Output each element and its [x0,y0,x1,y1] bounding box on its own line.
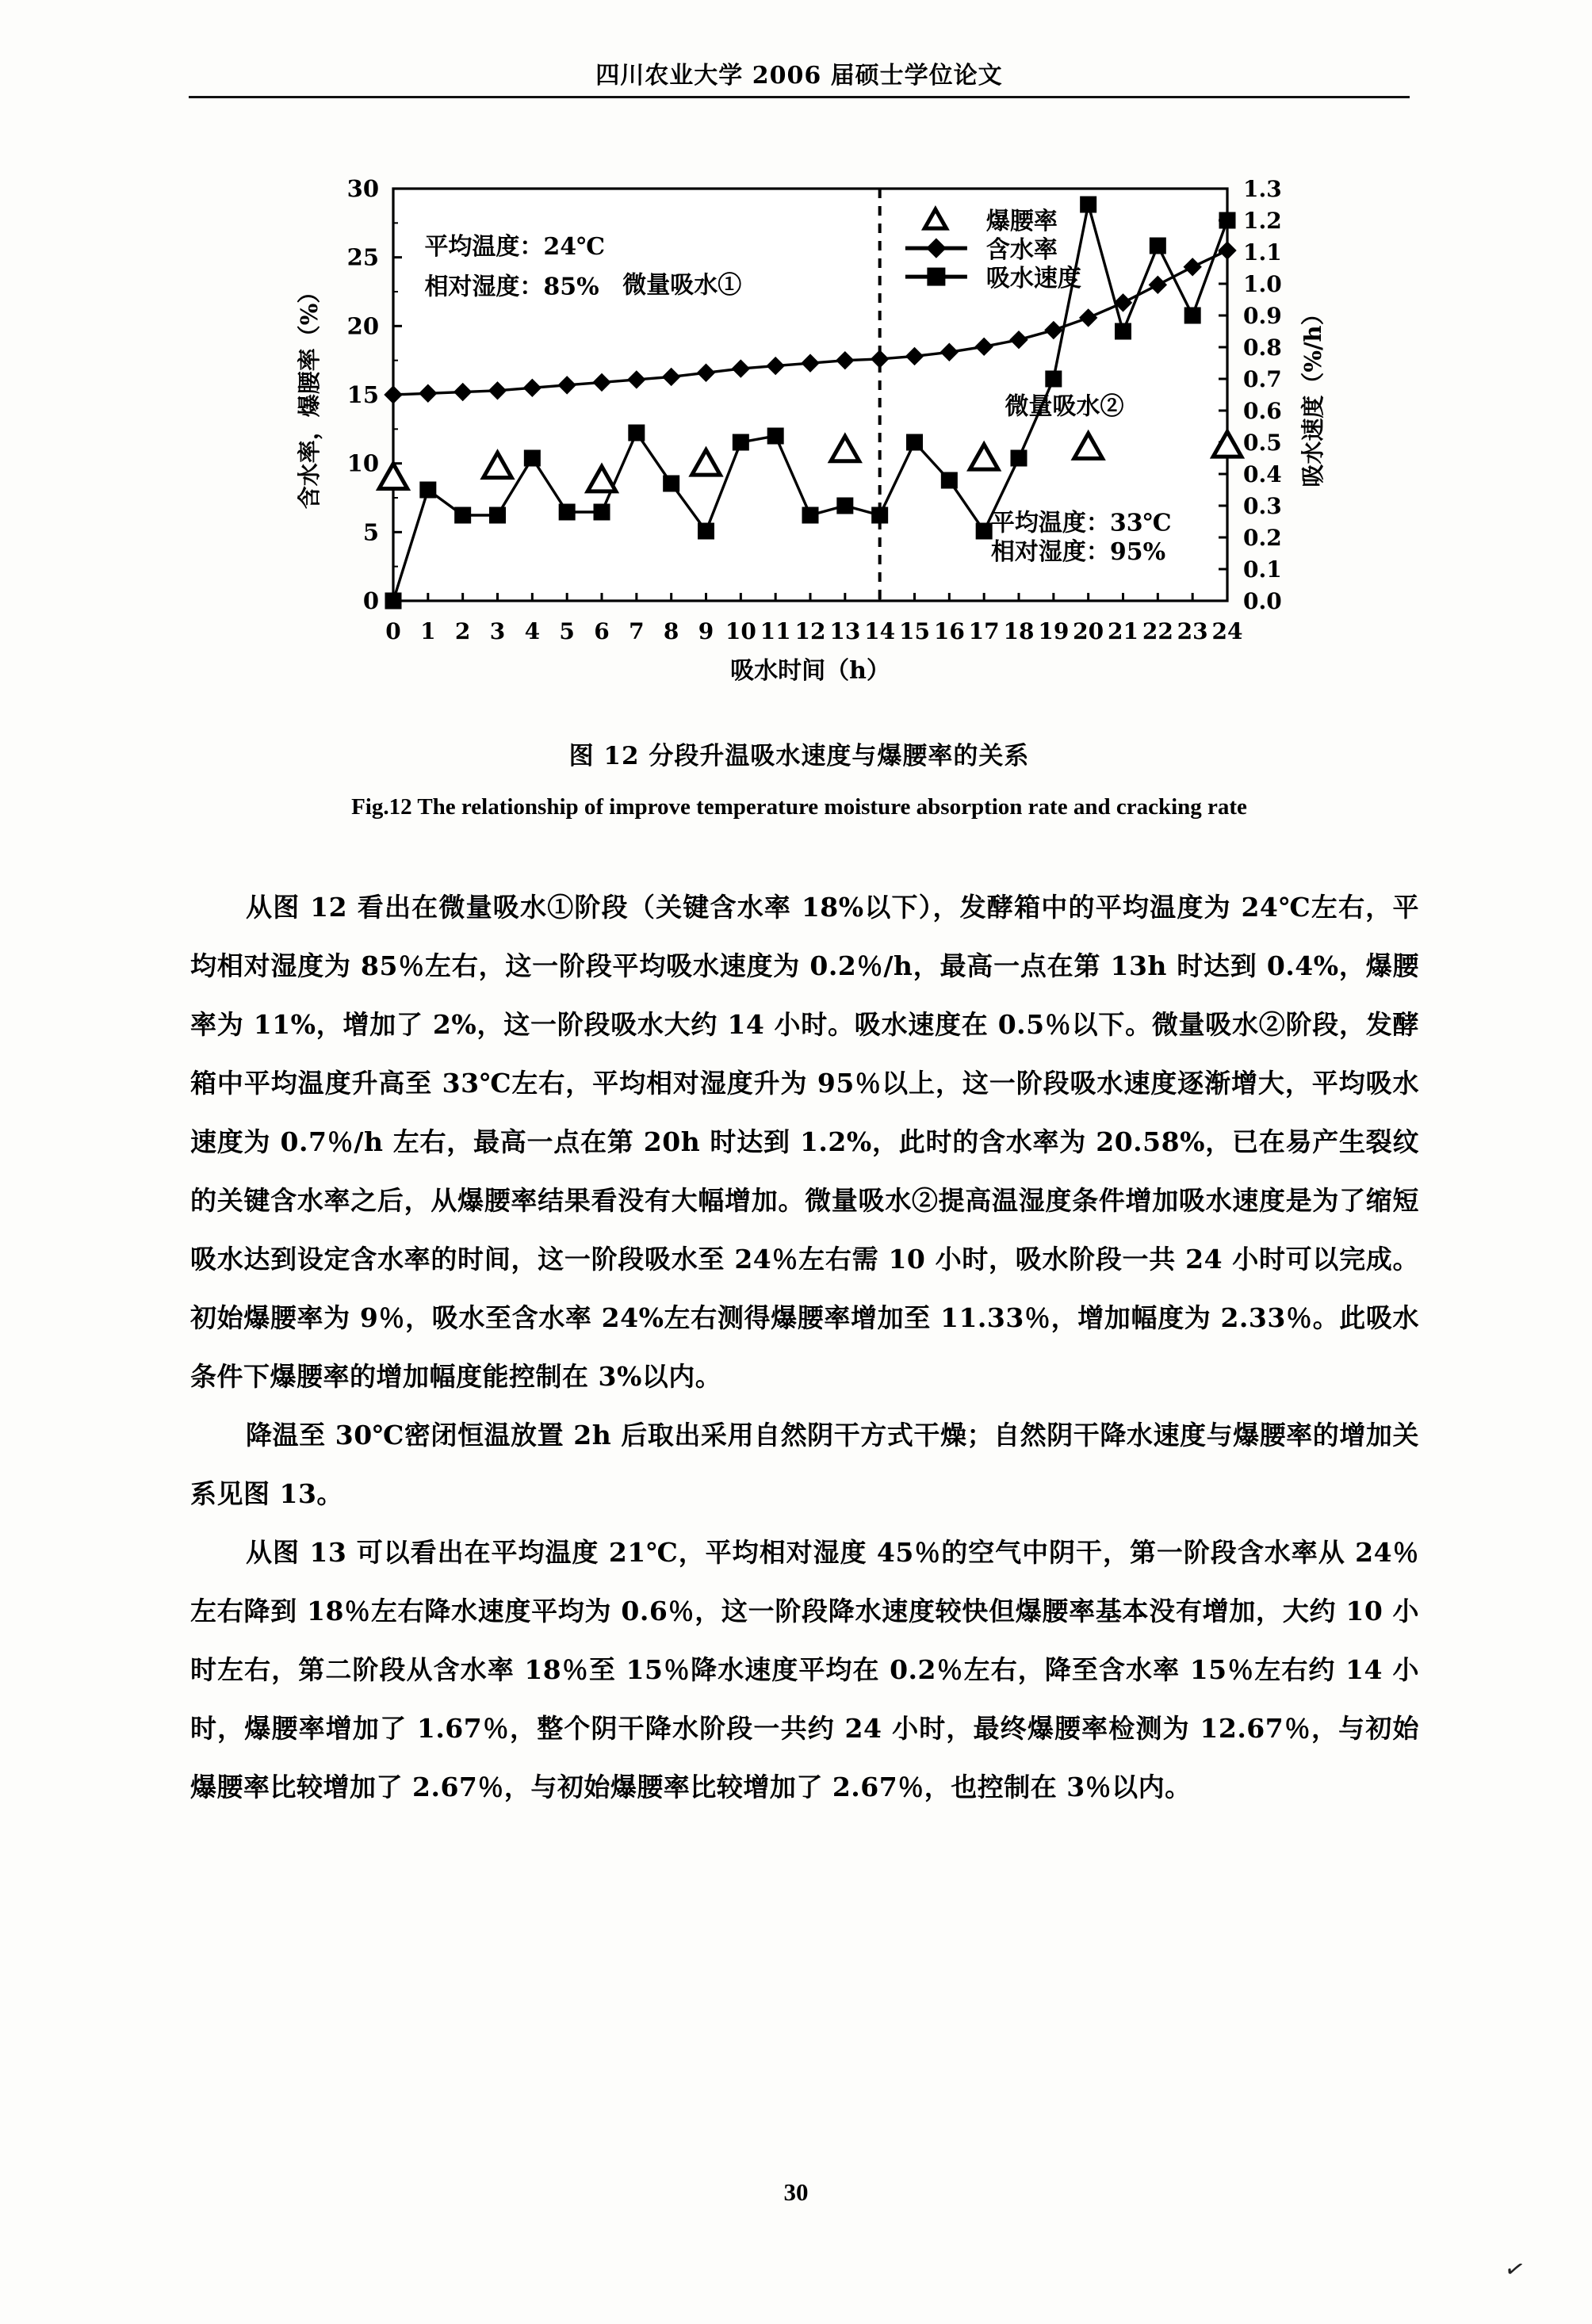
absorption-speed-point [559,504,575,520]
absorption-speed-point [455,507,471,523]
absorption-speed-point [976,523,992,539]
y-axis-tick-label: 10 [346,449,379,477]
absorption-speed-point [1219,212,1235,228]
x-axis-tick-label: 0 [385,618,401,644]
scan-corner-mark: ✓ [1502,2254,1528,2285]
x-axis-tick-label: 7 [629,618,645,644]
x-axis-tick-label: 2 [454,618,471,644]
x-axis-tick-label: 21 [1108,618,1139,644]
x-axis-tick-label: 20 [1073,618,1104,644]
x-axis-tick-label: 9 [698,618,714,644]
x-axis-tick-label: 11 [760,618,791,644]
y2-axis-tick-label: 0.1 [1243,556,1282,583]
absorption-speed-point [664,476,679,491]
chart-canvas [189,159,1410,777]
absorption-speed-point [733,434,748,450]
y2-axis-tick-label: 0.5 [1243,430,1282,456]
y2-axis-tick-label: 0.4 [1243,461,1282,487]
annotation-phase2-temperature: 平均温度：33℃ [990,509,1172,537]
annotation-phase1-label: 微量吸水① [622,271,742,300]
legend-label-absorption-speed: 吸水速度 [985,265,1081,293]
legend-label-cracking-rate: 爆腰率 [985,208,1058,236]
absorption-speed-point [872,507,888,523]
annotation-phase2-label: 微量吸水② [1005,392,1124,421]
absorption-speed-point [385,593,401,609]
x-axis-tick-label: 18 [1003,618,1035,644]
x-axis-tick-label: 24 [1211,618,1243,644]
y2-axis-tick-label: 0.0 [1243,588,1282,614]
y-axis-tick-label: 30 [346,175,379,202]
x-axis-title: 吸水时间（h） [730,657,890,685]
y2-axis-tick-label: 0.8 [1243,334,1282,361]
y2-axis-tick-label: 0.9 [1243,303,1282,329]
y2-axis-tick-label: 0.2 [1243,525,1282,551]
y2-axis-tick-label: 0.7 [1243,366,1282,392]
y-axis-tick-label: 25 [346,243,379,271]
running-header [189,62,1410,98]
absorption-speed-point [941,472,957,488]
x-axis-tick-label: 5 [559,618,575,644]
absorption-speed-point [594,504,610,520]
absorption-speed-point [1184,308,1200,323]
absorption-speed-point [1150,238,1165,254]
x-axis-tick-label: 3 [489,618,506,644]
y2-axis-tick-label: 1.3 [1243,176,1282,202]
absorption-speed-point [802,507,818,523]
x-axis-tick-label: 6 [594,618,610,644]
x-axis-tick-label: 22 [1142,618,1173,644]
x-axis-tick-label: 14 [864,618,896,644]
paragraph-3: 从图 13 可以看出在平均温度 21℃，平均相对湿度 45％的空气中阴干，第一阶段含水率从 24％左右降到 18％左右降水速度平均为 0.6％，这一阶段降水速度较快但爆腰率基本没有增加，大约 10 小时左右，第二阶段从含水率 18％至 15％降水速度平均在 0.2％左右，降至含水率 15％左右约 14 小时，爆腰率增加了 1.67％，整个阴干降水阶段一共约 24 小时，最终爆腰率检测为 12.67％，与初始爆腰率比较增加了 2.67％，与初始爆腰率比较增加了 2.67％，也控制在 3％以内。 [190,1537,1419,1802]
page-number: 30 [783,2178,809,2206]
absorption-speed-point [629,425,645,441]
annotation-phase1-temperature: 平均温度：24℃ [424,233,606,262]
figure-caption-english: Fig.12 The relationship of improve temperature moisture absorption rate and cracking rate [351,794,1247,820]
absorption-speed-point [767,428,783,444]
annotation-phase1-humidity: 相对湿度：85% [424,273,599,301]
x-axis-tick-label: 23 [1177,618,1208,644]
header-rule [189,96,1410,98]
y2-axis-tick-label: 0.6 [1243,398,1282,424]
x-axis-tick-label: 13 [829,618,861,644]
x-axis-tick-label: 1 [420,618,436,644]
absorption-speed-point [1081,197,1096,212]
legend-marker-absorption-speed [928,268,945,285]
absorption-speed-point [698,523,714,539]
paragraph-2: 降温至 30℃密闭恒温放置 2h 后取出采用自然阴干方式干燥；自然阴干降水速度与爆腰率的增加关系见图 13。 [190,1420,1419,1509]
absorption-speed-point [1011,450,1027,466]
x-axis-tick-label: 4 [524,618,541,644]
absorption-speed-point [907,434,923,450]
y2-axis-tick-label: 1.1 [1243,239,1282,266]
y-axis-title: 含水率，爆腰率（%） [296,280,323,510]
y-axis-tick-label: 5 [362,518,379,546]
x-axis-tick-label: 8 [663,618,679,644]
absorption-speed-point [837,498,853,514]
y2-axis-tick-label: 0.3 [1243,493,1282,519]
absorption-speed-point [490,507,506,523]
absorption-speed-point [1046,371,1062,387]
x-axis-tick-label: 10 [725,618,756,644]
y-axis-tick-label: 20 [346,312,379,340]
figure-12 [189,159,1410,777]
absorption-speed-point [420,482,436,498]
paragraph-1: 从图 12 看出在微量吸水①阶段（关键含水率 18%以下），发酵箱中的平均温度为 24℃左右，平均相对湿度为 85％左右，这一阶段平均吸水速度为 0.2％/h，最高一点在第 13h 时达到 0.4%，爆腰率为 11%，增加了 2%，这一阶段吸水大约 14 小时。吸水速度在 0.5％以下。微量吸水②阶段，发酵箱中平均温度升高至 33℃左右，平均相对湿度升为 95％以上，这一阶段吸水速度逐渐增大，平均吸水速度为 0.7％/h 左右，最高一点在第 20h 时达到 1.2%，此时的含水率为 20.58%，已在易产生裂纹的关键含水率之后，从爆腰率结果看没有大幅增加。微量吸水②提高温湿度条件增加吸水速度是为了缩短吸水达到设定含水率的时间，这一阶段吸水至 24％左右需 10 小时，吸水阶段一共 24 小时可以完成。初始爆腰率为 9％，吸水至含水率 24%左右测得爆腰率增加至 11.33％，增加幅度为 2.33％。此吸水条件下爆腰率的增加幅度能控制在 3%以内。 [190,892,1419,1392]
y2-axis-title: 吸水速度（%/h） [1299,302,1326,487]
absorption-speed-point [1116,323,1131,339]
absorption-speed-point [524,450,540,466]
y2-axis-tick-label: 1.2 [1243,208,1282,234]
x-axis-tick-label: 12 [794,618,826,644]
y-axis-tick-label: 0 [362,587,379,614]
x-axis-tick-label: 19 [1038,618,1070,644]
y-axis-tick-label: 15 [346,381,379,408]
y2-axis-tick-label: 1.0 [1243,271,1282,297]
annotation-phase2-humidity: 相对湿度：95% [990,538,1166,566]
x-axis-tick-label: 15 [899,618,930,644]
legend-label-moisture-rate: 含水率 [985,236,1058,265]
figure-caption-chinese: 图 12 分段升温吸水速度与爆腰率的关系 [568,742,1030,770]
x-axis-tick-label: 16 [933,618,965,644]
body-text [190,878,1419,1817]
x-axis-tick-label: 17 [968,618,1000,644]
header-title: 四川农业大学 2006 届硕士学位论文 [595,62,1003,90]
